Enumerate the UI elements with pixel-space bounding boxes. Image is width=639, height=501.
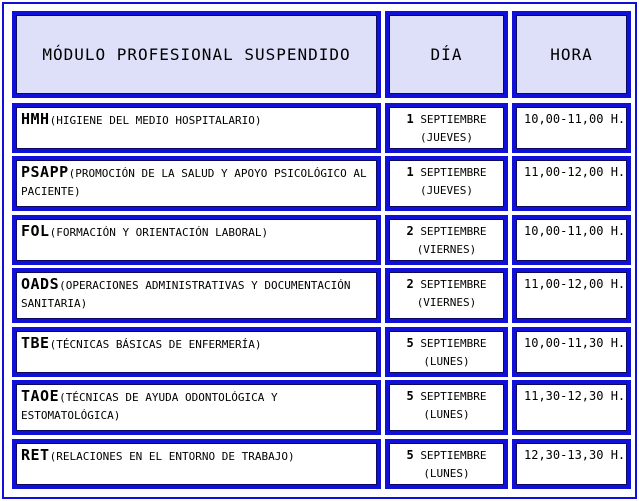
exam-schedule-table (2, 2, 637, 499)
hour-range: 11,00-12,00 H. (524, 165, 626, 179)
day-number: 2 (406, 224, 414, 238)
table-row-module (12, 103, 381, 153)
module-code: RET (21, 446, 50, 464)
day-number: 5 (406, 389, 414, 403)
day-weekday: (VIERNES) (416, 296, 477, 309)
module-code: TAOE (21, 387, 60, 405)
day-month: SEPTIEMBRE (420, 390, 487, 403)
day-month: SEPTIEMBRE (420, 449, 487, 462)
table-row-hour (512, 327, 631, 377)
header-module-label: MÓDULO PROFESIONAL SUSPENDIDO (42, 45, 351, 64)
table-row-day (385, 215, 508, 265)
table-row-module (12, 439, 381, 489)
hour-range: 11,00-12,00 H. (524, 277, 626, 291)
day-weekday: (JUEVES) (420, 184, 473, 197)
day-weekday: (LUNES) (423, 467, 470, 480)
table-row-module (12, 268, 381, 323)
module-code: TBE (21, 334, 50, 352)
module-description: (RELACIONES EN EL ENTORNO DE TRABAJO) (49, 450, 295, 463)
day-month: SEPTIEMBRE (420, 278, 487, 291)
day-month: SEPTIEMBRE (420, 113, 487, 126)
table-row-day (385, 103, 508, 153)
day-number: 5 (406, 448, 414, 462)
header-hour-label: HORA (550, 45, 593, 64)
table-row-day (385, 327, 508, 377)
hour-range: 10,00-11,30 H. (524, 336, 626, 350)
hour-range: 12,30-13,30 H. (524, 448, 626, 462)
module-description: (OPERACIONES ADMINISTRATIVAS Y DOCUMENTACIÓN SANITARIA) (21, 279, 351, 310)
table-row-day (385, 439, 508, 489)
module-description: (TÉCNICAS BÁSICAS DE ENFERMERÍA) (49, 338, 262, 351)
table-row-day (385, 156, 508, 211)
hour-range: 10,00-11,00 H. (524, 224, 626, 238)
module-code: OADS (21, 275, 60, 293)
module-description: (HIGIENE DEL MEDIO HOSPITALARIO) (49, 114, 262, 127)
day-weekday: (LUNES) (423, 355, 470, 368)
hour-range: 10,00-11,00 H. (524, 112, 626, 126)
module-description: (FORMACIÓN Y ORIENTACIÓN LABORAL) (49, 226, 269, 239)
table-row-hour (512, 103, 631, 153)
table-row-module (12, 380, 381, 435)
day-number: 1 (406, 165, 414, 179)
day-weekday: (VIERNES) (416, 243, 477, 256)
day-weekday: (JUEVES) (420, 131, 473, 144)
module-description: (TÉCNICAS DE AYUDA ODONTOLÓGICA Y ESTOMATOLÓGICA) (21, 391, 278, 422)
table-row-hour (512, 268, 631, 323)
table-row-hour (512, 215, 631, 265)
table-row-day (385, 268, 508, 323)
table-row-hour (512, 380, 631, 435)
table-row-day (385, 380, 508, 435)
table-row-module (12, 156, 381, 211)
day-number: 5 (406, 336, 414, 350)
day-number: 1 (406, 112, 414, 126)
module-code: FOL (21, 222, 50, 240)
header-module (12, 11, 381, 98)
module-description: (PROMOCIÓN DE LA SALUD Y APOYO PSICOLÓGICO AL PACIENTE) (21, 167, 367, 198)
day-number: 2 (406, 277, 414, 291)
table-row-module (12, 327, 381, 377)
table-row-hour (512, 439, 631, 489)
day-weekday: (LUNES) (423, 408, 470, 421)
module-code: HMH (21, 110, 50, 128)
day-month: SEPTIEMBRE (420, 166, 487, 179)
module-code: PSAPP (21, 163, 69, 181)
header-day-label: DÍA (430, 45, 463, 64)
table-row-module (12, 215, 381, 265)
header-day (385, 11, 508, 98)
day-month: SEPTIEMBRE (420, 225, 487, 238)
header-hour (512, 11, 631, 98)
hour-range: 11,30-12,30 H. (524, 389, 626, 403)
day-month: SEPTIEMBRE (420, 337, 487, 350)
table-row-hour (512, 156, 631, 211)
